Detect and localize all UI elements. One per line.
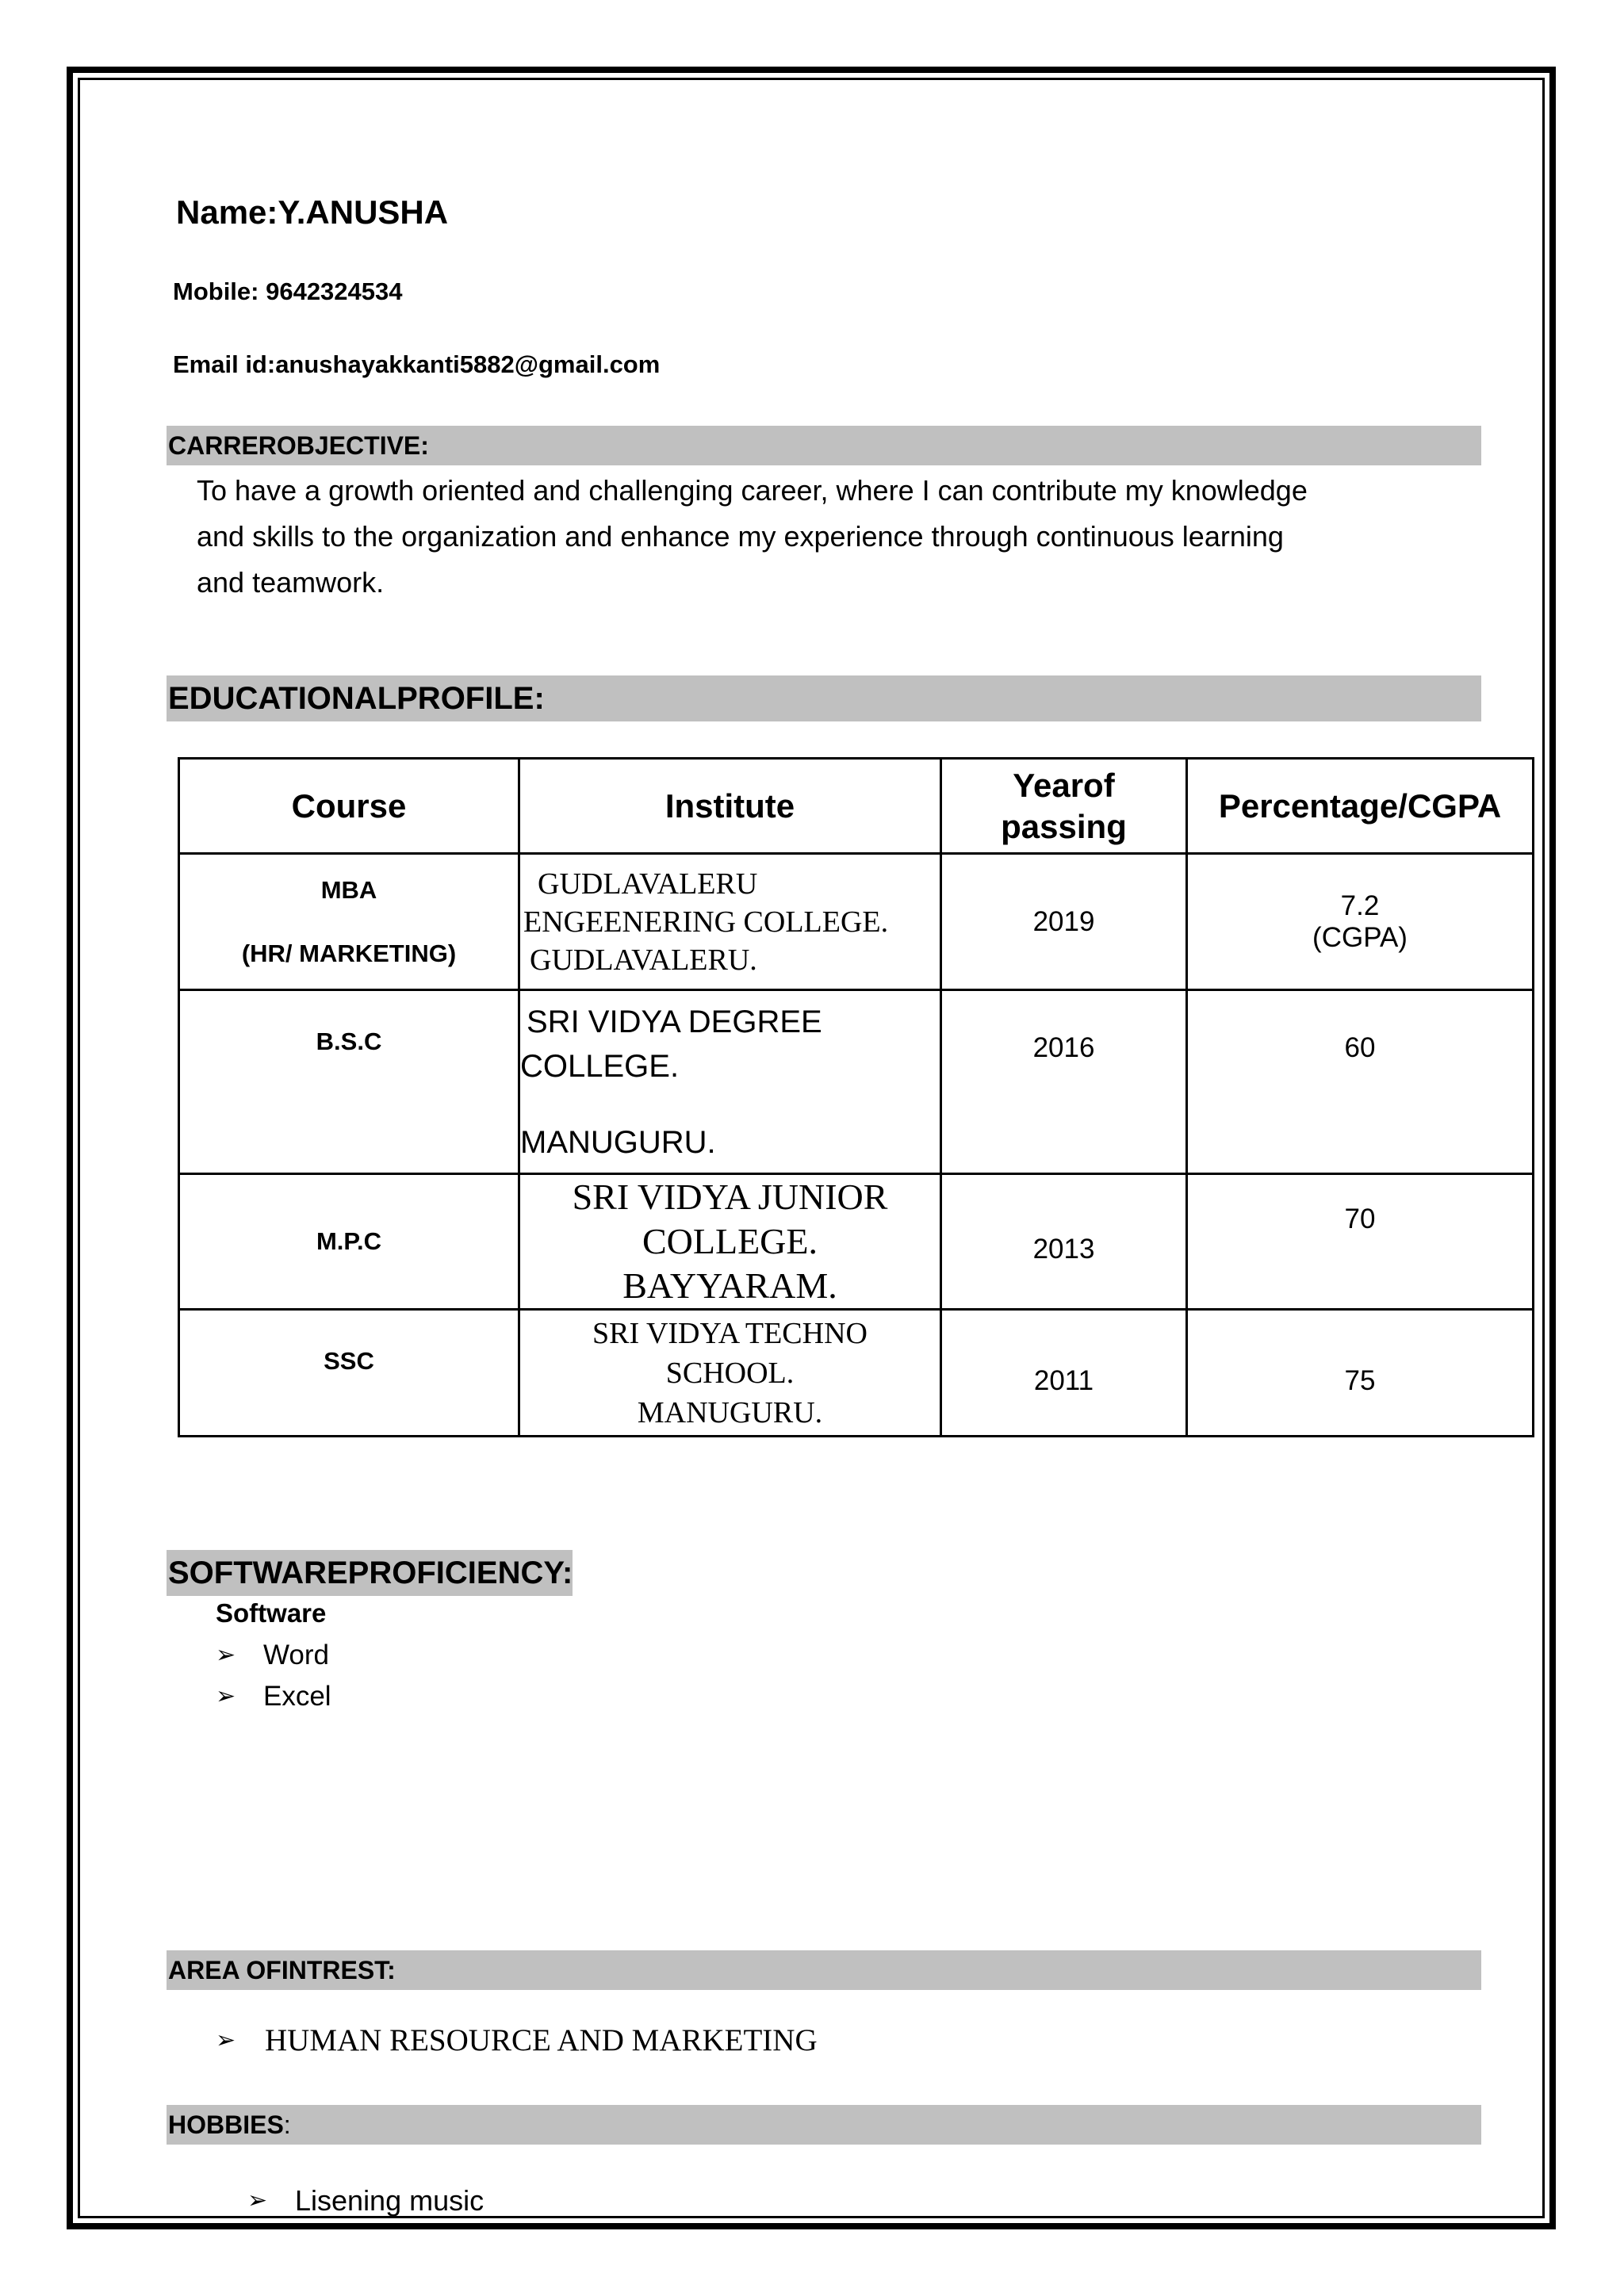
- education-heading: EDUCATIONALPROFILE:: [167, 675, 1481, 721]
- institute-cell: [519, 1310, 941, 1437]
- hobby-item: Lisening music: [295, 2184, 485, 2217]
- software-heading: SOFTWAREPROFICIENCY:: [167, 1550, 573, 1596]
- year-cell: 2016: [941, 990, 1187, 1174]
- software-item: Excel: [263, 1681, 331, 1712]
- hobbies-heading-colon: :: [283, 2110, 291, 2139]
- percentage-cell: [1187, 990, 1534, 1174]
- objective-line: and teamwork.: [197, 566, 385, 599]
- mobile-number: Mobile: 9642324534: [173, 277, 403, 305]
- column-header-institute: Institute: [519, 759, 941, 854]
- list-item: [247, 2180, 484, 2221]
- institute-line: COLLEGE.: [520, 1048, 680, 1084]
- institute-cell: [519, 1174, 941, 1310]
- year-cell: 2011: [941, 1310, 1187, 1437]
- percentage-value: 75: [1344, 1364, 1376, 1396]
- column-header-year-line: Yearof: [1013, 766, 1115, 804]
- institute-line: MANUGURU.: [637, 1395, 823, 1429]
- list-item: [216, 2020, 818, 2061]
- table-row: [179, 1174, 1534, 1310]
- institute-line: COLLEGE.: [642, 1221, 818, 1261]
- percentage-cell: [1187, 854, 1534, 990]
- hobbies-heading-text: HOBBIES: [168, 2110, 284, 2139]
- objective-line: and skills to the organization and enhance my experience through continuous learning: [197, 520, 1284, 553]
- course-name: SSC: [324, 1347, 374, 1375]
- institute-line: SCHOOL.: [665, 1356, 795, 1390]
- arrow-bullet-icon: ➢: [216, 2026, 236, 2054]
- software-item: Word: [263, 1640, 329, 1670]
- candidate-name: Name:Y.ANUSHA: [176, 193, 449, 231]
- institute-line: GUDLAVALERU: [538, 867, 758, 901]
- institute-line: ENGEENERING COLLEGE.: [523, 905, 889, 939]
- year-cell: 2019: [941, 854, 1187, 990]
- software-label: Software: [216, 1598, 327, 1628]
- percentage-value: 70: [1344, 1203, 1376, 1234]
- table-row: [179, 854, 1534, 990]
- percentage-cell: [1187, 1310, 1534, 1437]
- interest-heading: AREA OFINTREST:: [167, 1950, 1481, 1990]
- course-specialization: (HR/ MARKETING): [241, 939, 457, 967]
- hobbies-heading: [167, 2105, 1481, 2145]
- course-cell: [179, 1310, 519, 1437]
- hobbies-list: [247, 2180, 484, 2221]
- column-header-year-line: passing: [1001, 807, 1127, 845]
- percentage-value: 60: [1344, 1032, 1376, 1063]
- institute-line: GUDLAVALERU.: [530, 943, 757, 977]
- course-name: MBA: [320, 875, 377, 904]
- column-header-percentage: Percentage/CGPA: [1187, 759, 1534, 854]
- list-item: [216, 1676, 331, 1717]
- table-row: [179, 990, 1534, 1174]
- table-row: [179, 1310, 1534, 1437]
- course-name: M.P.C: [316, 1227, 382, 1255]
- objective-line: To have a growth oriented and challenging career, where I can contribute my knowledge: [197, 474, 1308, 507]
- percentage-cell: [1187, 1174, 1534, 1310]
- column-header-course: Course: [179, 759, 519, 854]
- course-name: B.S.C: [316, 1027, 382, 1055]
- institute-line: SRI VIDYA JUNIOR: [572, 1177, 888, 1217]
- institute-line: MANUGURU.: [520, 1124, 716, 1160]
- arrow-bullet-icon: ➢: [216, 1682, 236, 1710]
- year-cell: 2013: [941, 1174, 1187, 1310]
- list-item: [216, 1635, 331, 1676]
- institute-line: SRI VIDYA DEGREE: [527, 1004, 822, 1039]
- institute-cell: [519, 854, 941, 990]
- institute-line: SRI VIDYA TECHNO: [592, 1316, 868, 1350]
- objective-text: [197, 468, 1434, 606]
- course-cell: [179, 1174, 519, 1310]
- arrow-bullet-icon: ➢: [216, 1641, 236, 1669]
- percentage-unit: (CGPA): [1312, 921, 1408, 953]
- interest-list: [216, 2020, 818, 2061]
- institute-cell: [519, 990, 941, 1174]
- course-cell: [179, 990, 519, 1174]
- education-table: [178, 757, 1534, 1437]
- institute-line: BAYYARAM.: [622, 1265, 837, 1306]
- software-list: [216, 1635, 331, 1717]
- course-cell: [179, 854, 519, 990]
- table-header-row: [179, 759, 1534, 854]
- objective-heading: CARREROBJECTIVE:: [167, 426, 1481, 465]
- percentage-value: 7.2: [1340, 890, 1380, 921]
- interest-item: HUMAN RESOURCE AND MARKETING: [265, 2023, 818, 2057]
- email-address: Email id:anushayakkanti5882@gmail.com: [173, 350, 661, 378]
- arrow-bullet-icon: ➢: [247, 2187, 268, 2214]
- column-header-year: [941, 759, 1187, 854]
